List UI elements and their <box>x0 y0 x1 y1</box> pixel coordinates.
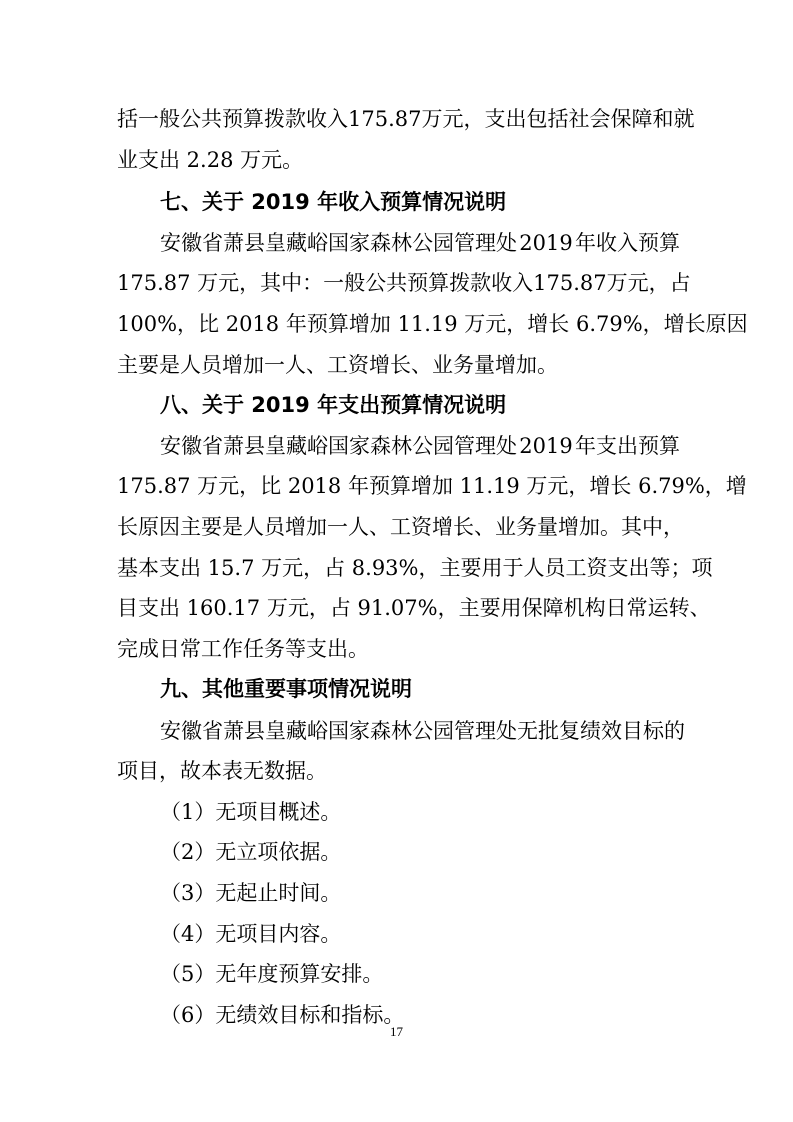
text-segment: 175.87 <box>533 271 607 295</box>
text-segment: 安徽省萧县皇藏峪国家森林公园管理处 <box>160 231 517 255</box>
paragraph-line <box>160 431 680 461</box>
heading-text: 七、关于 2019 年收入预算情况说明 <box>160 190 507 214</box>
text-segment: 安徽省萧县皇藏峪国家森林公园管理处 <box>160 434 517 458</box>
text-segment: 长原因主要是人员增加一人、工资增长、业务量增加。其中， <box>117 515 684 539</box>
text-segment: 括一般公共预算拨款收入 <box>117 107 348 131</box>
text-segment: 2019 <box>519 434 573 458</box>
paragraph-line <box>117 756 327 786</box>
list-item <box>160 878 341 908</box>
list-item <box>160 797 341 827</box>
list-item-text: （4）无项目内容。 <box>160 922 342 946</box>
paragraph-line <box>117 104 695 134</box>
paragraph-line <box>160 228 680 258</box>
section-heading-8 <box>160 390 506 420</box>
heading-text: 八、关于 2019 年支出预算情况说明 <box>160 393 507 417</box>
heading-text: 九、其他重要事项情况说明 <box>160 677 412 701</box>
list-item <box>160 919 341 949</box>
text-segment: 2019 <box>519 231 573 255</box>
list-item <box>160 959 383 989</box>
text-segment: 175.87 <box>348 107 422 131</box>
list-item-text: （2）无立项依据。 <box>160 840 342 864</box>
text-segment: 业支出 2.28 万元。 <box>117 148 304 172</box>
paragraph-line <box>117 268 691 298</box>
text-segment: 万元，支出包括社会保障和就 <box>421 107 695 131</box>
paragraph-line <box>117 634 369 664</box>
paragraph-line <box>117 553 713 583</box>
text-segment: 年收入预算 <box>574 231 680 255</box>
paragraph-line <box>117 350 558 380</box>
text-segment: 175.87 万元，其中：一般公共预算拨款收入 <box>117 271 534 295</box>
text-segment: 175.87 万元，比 2018 年预算增加 11.19 万元，增长 6.79%，增 <box>117 474 747 498</box>
text-segment: 100%，比 2018 年预算增加 11.19 万元，增长 6.79%，增长原因 <box>117 312 748 336</box>
text-segment: 完成日常工作任务等支出。 <box>117 637 369 661</box>
paragraph-line <box>160 716 685 746</box>
list-item-text: （1）无项目概述。 <box>160 800 342 824</box>
text-segment: 基本支出 15.7 万元，占 8.93%，主要用于人员工资支出等； <box>117 556 692 580</box>
paragraph-line <box>117 145 303 175</box>
text-segment: 万元，占 <box>606 271 691 295</box>
list-item-text: （3）无起止时间。 <box>160 881 342 905</box>
page-number: 17 <box>390 1024 403 1039</box>
text-segment: 主要是人员增加一人、工资增长、业务量增加。 <box>117 353 558 377</box>
paragraph-line <box>117 471 747 501</box>
list-item-text: （5）无年度预算安排。 <box>160 962 384 986</box>
text-segment: 项 <box>691 556 713 580</box>
paragraph-line <box>117 512 684 542</box>
list-item-text: （6）无绩效目标和指标。 <box>160 1003 405 1027</box>
section-heading-9 <box>160 674 412 704</box>
text-segment: 年支出预算 <box>574 434 680 458</box>
text-segment: 目支出 160.17 万元，占 91.07%，主要用保障机构日常运转、 <box>117 596 711 620</box>
text-segment: 项目，故本表无数据。 <box>117 759 327 783</box>
paragraph-line <box>117 593 711 623</box>
section-heading-7 <box>160 187 506 217</box>
text-segment: 安徽省萧县皇藏峪国家森林公园管理处无批复绩效目标的 <box>160 719 685 743</box>
paragraph-line <box>117 309 748 339</box>
list-item <box>160 837 341 867</box>
